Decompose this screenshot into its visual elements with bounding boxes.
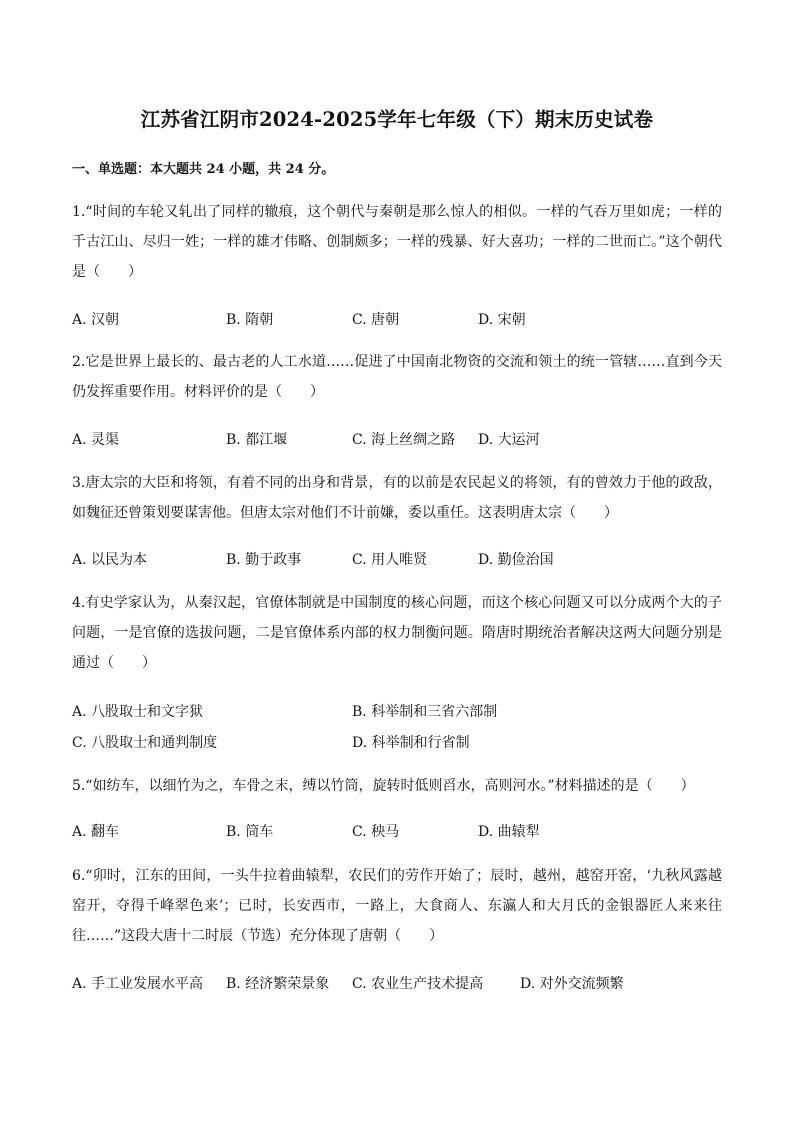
question-4-option-a: A. 八股取士和文字狱: [72, 704, 204, 720]
question-4-options-row-2: [72, 732, 722, 752]
question-1-stem: 1.“时间的车轮又轧出了同样的辙痕，这个朝代与秦朝是那么惊人的相似。一样的气吞万里如虎；一样的千古江山、尽归一姓；一样的雄才伟略、创制颇多；一样的残暴、好大喜功；一样的二世而亡。”这个朝代是（ ）: [72, 204, 722, 280]
question-5-stem: 5.“如纺车，以细竹为之，车骨之末，缚以竹筒，旋转时低则舀水，高则河水。”材料描述的是（ ）: [72, 778, 695, 794]
question-6-option-b: B. 经济繁荣景象: [226, 976, 330, 992]
question-5-option-b: B. 筒车: [226, 824, 274, 840]
question-4-option-d: D. 科举制和行省制: [352, 735, 470, 751]
question-6-option-a: A. 手工业发展水平高: [72, 976, 204, 992]
question-1-option-d: D. 宋朝: [478, 312, 526, 328]
page-title: 江苏省江阴市2024-2025学年七年级（下）期末历史试卷: [140, 108, 654, 131]
section-header: 一、单选题：本大题共 24 小题，共 24 分。: [72, 162, 335, 177]
question-1-option-c: C. 唐朝: [352, 312, 400, 328]
question-5-option-a: A. 翻车: [72, 824, 120, 840]
question-3-options: [72, 549, 722, 569]
question-2-option-d: D. 大运河: [478, 432, 540, 448]
question-4-option-b: B. 科举制和三省六部制: [352, 704, 498, 720]
question-6-option-c: C. 农业生产技术提高: [352, 976, 484, 992]
question-2-option-c: C. 海上丝绸之路: [352, 432, 456, 448]
question-3-option-b: B. 勤于政事: [226, 552, 302, 568]
question-3-option-d: D. 勤俭治国: [478, 552, 554, 568]
question-4-stem: 4.有史学家认为，从秦汉起，官僚体制就是中国制度的核心问题，而这个核心问题又可以分成两个大的子问题，一是官僚的选拔问题，二是官僚体系内部的权力制衡问题。隋唐时期统治者解决这两大问题分别是通过（ ）: [72, 595, 722, 671]
question-4-options-row-1: [72, 701, 722, 721]
question-6-stem: 6.“卯时，江东的田间，一头牛拉着曲辕犁，农民们的劳作开始了；辰时，越州，越窑开窑，‘九秋风露越窑开，夺得千峰翠色来’；已时，长安西市，一路上，大食商人、东瀛人和大月氏的金银器匠人来来往往……”这段大唐十二时辰（节选）充分体现了唐朝（ ）: [72, 868, 722, 944]
question-5-options: [72, 821, 722, 841]
question-1-option-a: A. 汉朝: [72, 312, 120, 328]
question-1-option-b: B. 隋朝: [226, 312, 274, 328]
question-1-options: [72, 309, 722, 329]
question-6-options: [72, 973, 722, 993]
question-3-option-a: A. 以民为本: [72, 552, 148, 568]
question-3-stem: 3.唐太宗的大臣和将领，有着不同的出身和背景，有的以前是农民起义的将领，有的曾效力于他的政敌，如魏征还曾策划要谋害他。但唐太宗对他们不计前嫌，委以重任。这表明唐太宗（ ）: [72, 475, 722, 521]
question-2-option-b: B. 都江堰: [226, 432, 288, 448]
question-2-options: [72, 429, 722, 449]
question-6-option-d: D. 对外交流频繁: [520, 976, 624, 992]
question-5-option-c: C. 秧马: [352, 824, 400, 840]
question-4-option-c: C. 八股取士和通判制度: [72, 735, 218, 751]
question-3-option-c: C. 用人唯贤: [352, 552, 428, 568]
question-5-option-d: D. 曲辕犁: [478, 824, 540, 840]
question-2-stem: 2.它是世界上最长的、最古老的人工水道……促进了中国南北物资的交流和领土的统一管辖……直到今天仍发挥重要作用。材料评价的是（ ）: [72, 354, 722, 400]
question-2-option-a: A. 灵渠: [72, 432, 120, 448]
